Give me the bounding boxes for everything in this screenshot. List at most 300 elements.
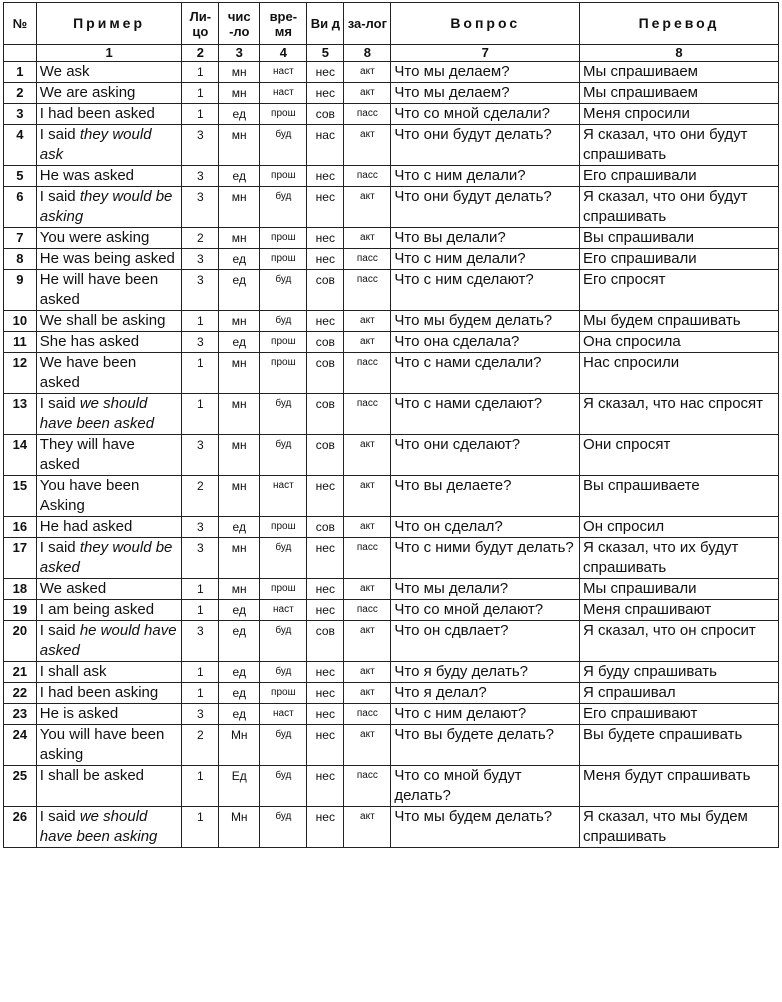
voice-cell: акт [344, 725, 391, 766]
translation-cell: Вы спрашивали [580, 228, 779, 249]
tense-cell: прош [260, 228, 307, 249]
example-text-part: You were asking [39, 229, 150, 246]
example-text-part: I said [39, 808, 80, 825]
example-cell [36, 725, 182, 766]
voice-cell: акт [344, 476, 391, 517]
voice-cell: пасс [344, 166, 391, 187]
aspect-cell: нес [307, 311, 344, 332]
question-cell: Что вы делали? [391, 228, 580, 249]
translation-cell: Мы спрашивали [580, 579, 779, 600]
translation-cell: Мы спрашиваем [580, 62, 779, 83]
number-cell: ед [219, 662, 260, 683]
number-cell: мн [219, 353, 260, 394]
person-cell: 3 [182, 704, 219, 725]
table-row [4, 249, 779, 270]
question-cell: Что они сделают? [391, 435, 580, 476]
example-text-part: I had been asking [39, 684, 159, 701]
example-cell [36, 435, 182, 476]
tense-cell: наст [260, 83, 307, 104]
table-row [4, 104, 779, 125]
person-cell: 3 [182, 187, 219, 228]
tense-cell: наст [260, 476, 307, 517]
person-cell: 3 [182, 166, 219, 187]
voice-cell: акт [344, 332, 391, 353]
tense-cell: прош [260, 579, 307, 600]
question-cell: Что с нами сделают? [391, 394, 580, 435]
translation-cell: Я сказал, что они будут спрашивать [580, 187, 779, 228]
number-cell: мн [219, 394, 260, 435]
number-cell: ед [219, 332, 260, 353]
table-row [4, 394, 779, 435]
row-number: 22 [4, 683, 37, 704]
translation-cell: Вы спрашиваете [580, 476, 779, 517]
person-cell: 3 [182, 125, 219, 166]
voice-cell: акт [344, 621, 391, 662]
voice-cell: акт [344, 311, 391, 332]
voice-cell: акт [344, 187, 391, 228]
tense-cell: прош [260, 353, 307, 394]
number-cell: мн [219, 538, 260, 579]
example-text-part: He is asked [39, 705, 119, 722]
person-cell: 1 [182, 807, 219, 848]
voice-cell: акт [344, 662, 391, 683]
aspect-cell: сов [307, 517, 344, 538]
tense-cell: наст [260, 62, 307, 83]
row-number: 3 [4, 104, 37, 125]
header-voice: за-лог [344, 3, 391, 45]
example-text-part: You will have been asking [39, 726, 165, 763]
person-cell: 3 [182, 249, 219, 270]
voice-cell: пасс [344, 353, 391, 394]
question-cell: Что со мной делают? [391, 600, 580, 621]
person-cell: 1 [182, 579, 219, 600]
tense-cell: буд [260, 270, 307, 311]
number-cell: мн [219, 83, 260, 104]
example-cell [36, 621, 182, 662]
example-text-part: We asked [39, 580, 107, 597]
table-row [4, 270, 779, 311]
example-cell [36, 517, 182, 538]
aspect-cell: нес [307, 662, 344, 683]
voice-cell: пасс [344, 766, 391, 807]
number-cell: мн [219, 228, 260, 249]
example-text-part: I shall be asked [39, 767, 145, 784]
example-cell [36, 62, 182, 83]
table-row [4, 600, 779, 621]
aspect-cell: нес [307, 166, 344, 187]
number-cell: мн [219, 187, 260, 228]
example-italic-part: they would be asked [39, 539, 173, 576]
example-cell [36, 311, 182, 332]
voice-cell: акт [344, 125, 391, 166]
example-text-part: I had been asked [39, 105, 155, 122]
header-person: Ли-цо [182, 3, 219, 45]
table-body [4, 62, 779, 848]
row-number: 15 [4, 476, 37, 517]
aspect-cell: нес [307, 704, 344, 725]
header-tense: вре-мя [260, 3, 307, 45]
tense-cell: буд [260, 187, 307, 228]
row-number: 13 [4, 394, 37, 435]
header-number: чис -ло [219, 3, 260, 45]
table-row [4, 332, 779, 353]
aspect-cell: нес [307, 187, 344, 228]
table-row [4, 538, 779, 579]
person-cell: 2 [182, 228, 219, 249]
person-cell: 1 [182, 62, 219, 83]
tense-cell: прош [260, 104, 307, 125]
row-number: 11 [4, 332, 37, 353]
number-cell: мн [219, 579, 260, 600]
example-cell [36, 249, 182, 270]
row-number: 21 [4, 662, 37, 683]
voice-cell: акт [344, 517, 391, 538]
translation-cell: Он спросил [580, 517, 779, 538]
aspect-cell: нес [307, 83, 344, 104]
example-italic-part: they would be asking [39, 188, 173, 225]
question-cell: Что со мной сделали? [391, 104, 580, 125]
tense-cell: прош [260, 166, 307, 187]
voice-cell: акт [344, 435, 391, 476]
example-text-part: He was being asked [39, 250, 175, 267]
aspect-cell: сов [307, 394, 344, 435]
person-cell: 1 [182, 311, 219, 332]
voice-cell: акт [344, 683, 391, 704]
example-cell [36, 394, 182, 435]
row-number: 1 [4, 62, 37, 83]
example-cell [36, 83, 182, 104]
column-number: 2 [182, 45, 219, 62]
aspect-cell: нес [307, 807, 344, 848]
header-aspect: Ви д [307, 3, 344, 45]
column-number: 8 [580, 45, 779, 62]
example-text-part: I said [39, 188, 80, 205]
aspect-cell: нес [307, 766, 344, 807]
aspect-cell: нес [307, 228, 344, 249]
question-cell: Что он сдвлает? [391, 621, 580, 662]
table-row [4, 353, 779, 394]
question-cell: Что с ним делали? [391, 166, 580, 187]
question-cell: Что мы делали? [391, 579, 580, 600]
question-cell: Что с нами сделали? [391, 353, 580, 394]
person-cell: 1 [182, 766, 219, 807]
table-row [4, 662, 779, 683]
tense-cell: буд [260, 394, 307, 435]
table-row [4, 476, 779, 517]
number-cell: ед [219, 600, 260, 621]
row-number: 14 [4, 435, 37, 476]
aspect-cell: нес [307, 683, 344, 704]
translation-cell: Мы спрашиваем [580, 83, 779, 104]
translation-cell: Она спросила [580, 332, 779, 353]
example-text-part: He will have been asked [39, 271, 159, 308]
tense-cell: прош [260, 332, 307, 353]
column-number-blank [4, 45, 37, 62]
tense-cell: буд [260, 311, 307, 332]
tense-cell: прош [260, 517, 307, 538]
row-number: 25 [4, 766, 37, 807]
example-text-part: I said [39, 395, 80, 412]
tense-cell: буд [260, 435, 307, 476]
aspect-cell: нес [307, 249, 344, 270]
number-cell: мн [219, 476, 260, 517]
voice-cell: акт [344, 807, 391, 848]
example-italic-part: we should have been asked [39, 395, 155, 432]
aspect-cell: нес [307, 600, 344, 621]
table-row [4, 725, 779, 766]
question-cell: Что они будут делать? [391, 187, 580, 228]
example-text-part: We have been asked [39, 354, 137, 391]
number-cell: ед [219, 704, 260, 725]
number-cell: мн [219, 62, 260, 83]
example-text-part: We shall be asking [39, 312, 166, 329]
translation-cell: Меня спрашивают [580, 600, 779, 621]
tense-cell: наст [260, 600, 307, 621]
aspect-cell: сов [307, 332, 344, 353]
aspect-cell: нес [307, 476, 344, 517]
question-cell: Что он сделал? [391, 517, 580, 538]
voice-cell: пасс [344, 394, 391, 435]
translation-cell: Его спрашивают [580, 704, 779, 725]
translation-cell: Я сказал, что нас спросят [580, 394, 779, 435]
row-number: 5 [4, 166, 37, 187]
example-cell [36, 538, 182, 579]
table-row [4, 621, 779, 662]
column-number: 4 [260, 45, 307, 62]
translation-cell: Меня будут спрашивать [580, 766, 779, 807]
number-cell: мн [219, 125, 260, 166]
aspect-cell: сов [307, 435, 344, 476]
question-cell: Что с ним делали? [391, 249, 580, 270]
person-cell: 1 [182, 600, 219, 621]
table-row [4, 766, 779, 807]
translation-cell: Нас спросили [580, 353, 779, 394]
person-cell: 3 [182, 332, 219, 353]
person-cell: 1 [182, 662, 219, 683]
translation-cell: Меня спросили [580, 104, 779, 125]
number-cell: ед [219, 270, 260, 311]
example-text-part: She has asked [39, 333, 140, 350]
question-cell: Что мы делаем? [391, 62, 580, 83]
voice-cell: акт [344, 579, 391, 600]
table-row [4, 579, 779, 600]
translation-cell: Я сказал, что их будут спрашивать [580, 538, 779, 579]
row-number: 24 [4, 725, 37, 766]
column-number: 1 [36, 45, 182, 62]
person-cell: 1 [182, 394, 219, 435]
table-row [4, 683, 779, 704]
table-row [4, 187, 779, 228]
tense-cell: буд [260, 662, 307, 683]
example-text-part: They will have asked [39, 436, 135, 473]
example-text-part: We are asking [39, 84, 136, 101]
question-cell: Что мы будем делать? [391, 311, 580, 332]
translation-cell: Я буду спрашивать [580, 662, 779, 683]
example-cell [36, 353, 182, 394]
row-number: 16 [4, 517, 37, 538]
question-cell: Что мы будем делать? [391, 807, 580, 848]
table-row [4, 517, 779, 538]
person-cell: 1 [182, 683, 219, 704]
aspect-cell: сов [307, 270, 344, 311]
voice-cell: пасс [344, 104, 391, 125]
table-row [4, 166, 779, 187]
example-italic-part: he would have asked [39, 622, 177, 659]
row-number: 26 [4, 807, 37, 848]
table-row [4, 704, 779, 725]
question-cell: Что со мной будут делать? [391, 766, 580, 807]
example-cell [36, 600, 182, 621]
example-cell [36, 104, 182, 125]
number-cell: ед [219, 166, 260, 187]
translation-cell: Я сказал, что мы будем спрашивать [580, 807, 779, 848]
aspect-cell: нес [307, 725, 344, 766]
person-cell: 2 [182, 476, 219, 517]
person-cell: 3 [182, 538, 219, 579]
example-text-part: I said [39, 539, 80, 556]
number-cell: Мн [219, 807, 260, 848]
column-number: 5 [307, 45, 344, 62]
column-number: 3 [219, 45, 260, 62]
voice-cell: акт [344, 228, 391, 249]
number-cell: Ед [219, 766, 260, 807]
example-cell [36, 166, 182, 187]
voice-cell: акт [344, 62, 391, 83]
header-example: Пример [36, 3, 182, 45]
number-cell: ед [219, 249, 260, 270]
example-cell [36, 579, 182, 600]
question-cell: Что вы делаете? [391, 476, 580, 517]
tense-cell: буд [260, 621, 307, 662]
tense-cell: буд [260, 538, 307, 579]
translation-cell: Мы будем спрашивать [580, 311, 779, 332]
translation-cell: Я сказал, что он спросит [580, 621, 779, 662]
aspect-cell: нес [307, 579, 344, 600]
example-cell [36, 662, 182, 683]
translation-cell: Его спросят [580, 270, 779, 311]
aspect-cell: нас [307, 125, 344, 166]
example-italic-part: they would ask [39, 126, 152, 163]
example-text-part: I said [39, 126, 80, 143]
row-number: 17 [4, 538, 37, 579]
table-row [4, 807, 779, 848]
column-number: 8 [344, 45, 391, 62]
person-cell: 3 [182, 435, 219, 476]
row-number: 9 [4, 270, 37, 311]
column-number: 7 [391, 45, 580, 62]
number-cell: ед [219, 517, 260, 538]
number-cell: ед [219, 104, 260, 125]
row-number: 10 [4, 311, 37, 332]
example-cell [36, 187, 182, 228]
question-cell: Что вы будете делать? [391, 725, 580, 766]
number-cell: мн [219, 311, 260, 332]
person-cell: 1 [182, 353, 219, 394]
translation-cell: Они спросят [580, 435, 779, 476]
example-text-part: We ask [39, 63, 90, 80]
table-row [4, 435, 779, 476]
tense-cell: прош [260, 683, 307, 704]
question-cell: Что с ним делают? [391, 704, 580, 725]
example-cell [36, 476, 182, 517]
aspect-cell: сов [307, 353, 344, 394]
example-cell [36, 270, 182, 311]
row-number: 4 [4, 125, 37, 166]
example-cell [36, 807, 182, 848]
example-cell [36, 704, 182, 725]
question-cell: Что мы делаем? [391, 83, 580, 104]
example-cell [36, 228, 182, 249]
table-row [4, 83, 779, 104]
translation-cell: Вы будете спрашивать [580, 725, 779, 766]
row-number: 7 [4, 228, 37, 249]
person-cell: 1 [182, 83, 219, 104]
header-row [4, 3, 779, 45]
example-italic-part: we should have been asking [39, 808, 158, 845]
header-translation: Перевод [580, 3, 779, 45]
table-row [4, 62, 779, 83]
voice-cell: акт [344, 83, 391, 104]
table-row [4, 125, 779, 166]
question-cell: Что я делал? [391, 683, 580, 704]
voice-cell: пасс [344, 270, 391, 311]
row-number: 2 [4, 83, 37, 104]
header-num: № [4, 3, 37, 45]
person-cell: 3 [182, 517, 219, 538]
row-number: 6 [4, 187, 37, 228]
person-cell: 3 [182, 621, 219, 662]
number-cell: ед [219, 621, 260, 662]
example-cell [36, 332, 182, 353]
column-number-row [4, 45, 779, 62]
translation-cell: Я сказал, что они будут спрашивать [580, 125, 779, 166]
aspect-cell: нес [307, 62, 344, 83]
voice-cell: пасс [344, 704, 391, 725]
tense-cell: буд [260, 807, 307, 848]
tense-cell: прош [260, 249, 307, 270]
tense-cell: буд [260, 766, 307, 807]
question-cell: Что она сделала? [391, 332, 580, 353]
number-cell: ед [219, 683, 260, 704]
number-cell: Мн [219, 725, 260, 766]
tense-cell: наст [260, 704, 307, 725]
question-cell: Что с ними будут делать? [391, 538, 580, 579]
row-number: 23 [4, 704, 37, 725]
translation-cell: Его спрашивали [580, 249, 779, 270]
table-row [4, 228, 779, 249]
translation-cell: Его спрашивали [580, 166, 779, 187]
header-question: Вопрос [391, 3, 580, 45]
tense-cell: буд [260, 725, 307, 766]
table-row [4, 311, 779, 332]
question-cell: Что с ним сделают? [391, 270, 580, 311]
translation-cell: Я спрашивал [580, 683, 779, 704]
row-number: 20 [4, 621, 37, 662]
example-text-part: I am being asked [39, 601, 155, 618]
grammar-table [3, 2, 779, 848]
example-cell [36, 766, 182, 807]
example-text-part: I said [39, 622, 80, 639]
example-text-part: He was asked [39, 167, 135, 184]
number-cell: мн [219, 435, 260, 476]
example-text-part: I shall ask [39, 663, 107, 680]
row-number: 8 [4, 249, 37, 270]
person-cell: 2 [182, 725, 219, 766]
row-number: 18 [4, 579, 37, 600]
tense-cell: буд [260, 125, 307, 166]
voice-cell: пасс [344, 538, 391, 579]
person-cell: 1 [182, 104, 219, 125]
